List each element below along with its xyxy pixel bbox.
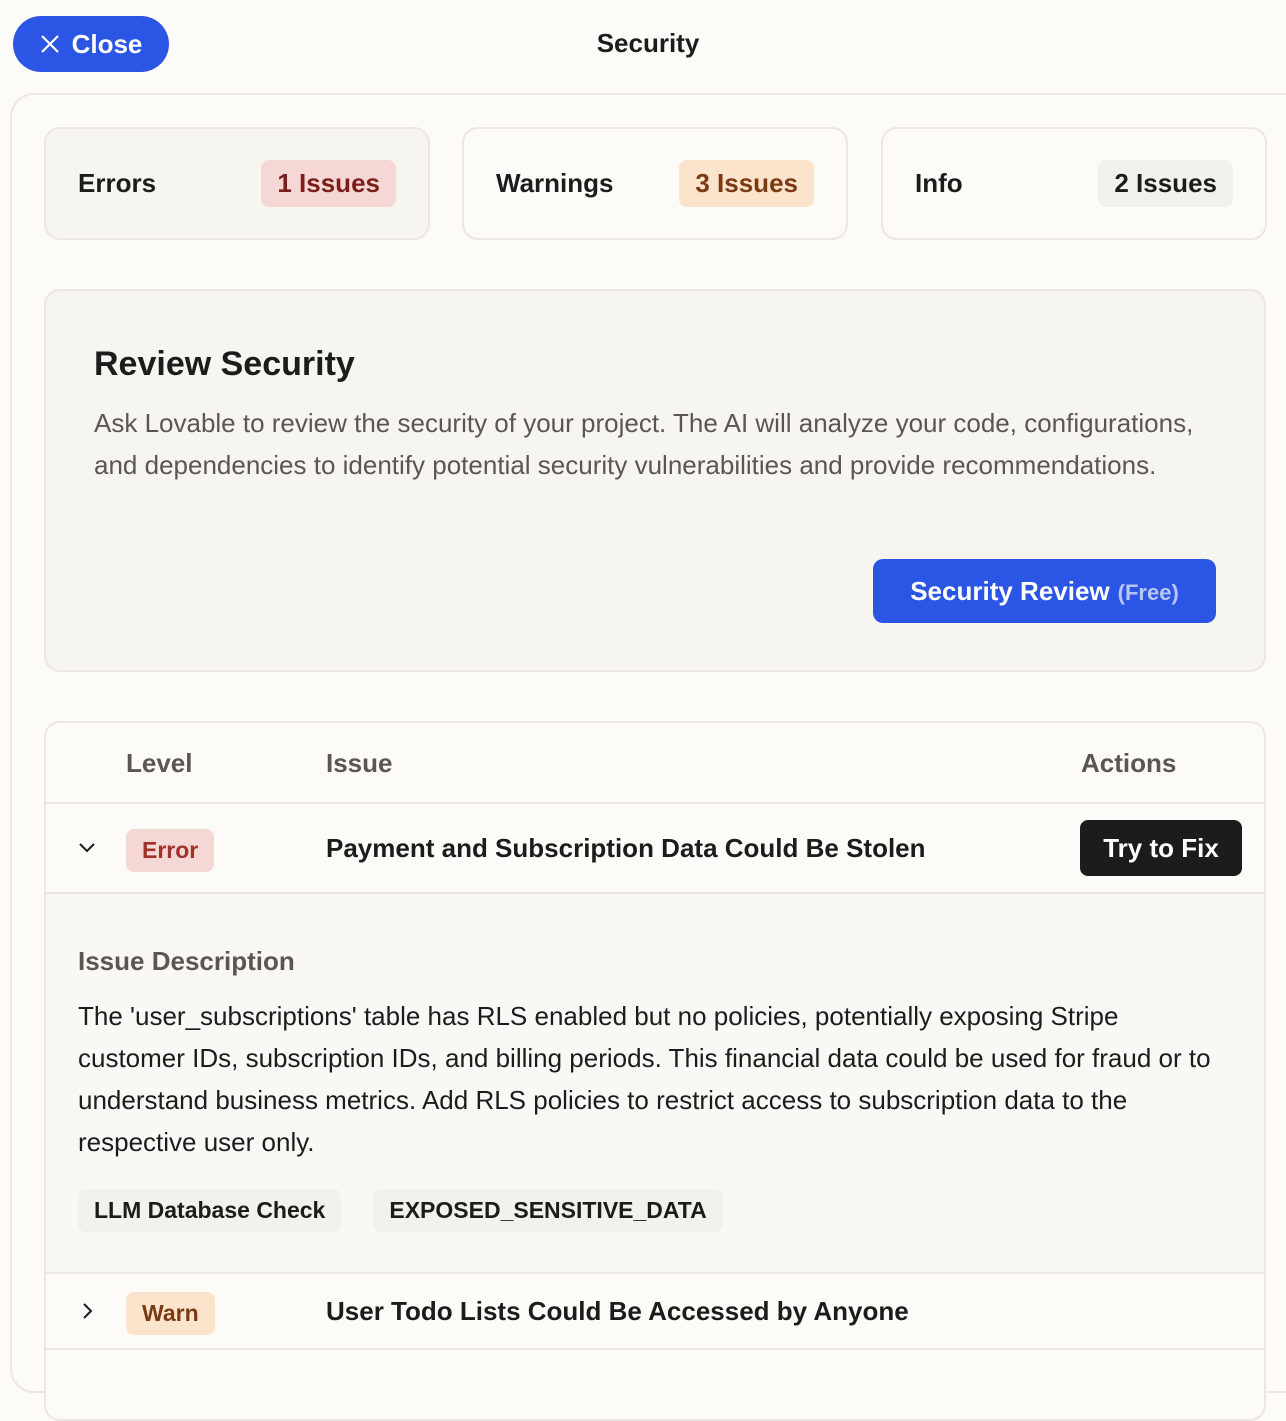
issue-title: Payment and Subscription Data Could Be Stolen [326, 833, 926, 863]
errors-card[interactable] [44, 127, 430, 240]
tag: LLM Database Check [78, 1189, 341, 1232]
security-review-label: Security Review [910, 575, 1110, 606]
chevron-right-icon[interactable] [82, 1302, 94, 1320]
warnings-count-badge: 3 Issues [679, 160, 814, 207]
header-issue: Issue [326, 748, 393, 778]
review-security-section [44, 289, 1266, 672]
table-row[interactable] [46, 804, 1264, 894]
review-title: Review Security [94, 345, 355, 383]
level-badge: Error [126, 829, 214, 872]
close-label: Close [71, 28, 143, 59]
page-title: Security [596, 28, 700, 58]
info-count-badge: 2 Issues [1098, 160, 1233, 207]
table-row[interactable] [46, 1274, 1264, 1350]
issue-details [46, 894, 1264, 1274]
info-card[interactable] [881, 127, 1267, 240]
description-title: Issue Description [78, 946, 295, 976]
security-review-note: (Free) [1117, 579, 1179, 605]
warnings-label: Warnings [496, 168, 614, 198]
try-to-fix-button[interactable]: Try to Fix [1080, 820, 1242, 876]
issue-description: The 'user_subscriptions' table has RLS enabled but no policies, potentially exposing Stripe customer IDs, subscription IDs, and billing periods. This financial data could be used for fraud or to understand business metrics. Add RLS policies to restrict access to subscription data to the respective user only. [78, 1001, 1211, 1157]
info-label: Info [915, 168, 963, 198]
level-badge: Warn [126, 1292, 215, 1335]
chevron-down-icon[interactable] [78, 842, 96, 854]
errors-label: Errors [78, 168, 157, 198]
table-header [46, 723, 1264, 804]
review-description: Ask Lovable to review the security of your project. The AI will analyze your code, configurations, and dependencies to identify potential security vulnerabilities and provide recommendations. [94, 408, 1194, 480]
security-review-button[interactable] [873, 559, 1216, 623]
issues-table [44, 721, 1266, 1421]
errors-count-badge: 1 Issues [261, 160, 396, 207]
header-level: Level [126, 748, 193, 778]
tag: EXPOSED_SENSITIVE_DATA [373, 1189, 722, 1232]
header-actions: Actions [1081, 748, 1177, 778]
issue-title: User Todo Lists Could Be Accessed by Anyone [326, 1296, 909, 1326]
warnings-card[interactable] [462, 127, 848, 240]
